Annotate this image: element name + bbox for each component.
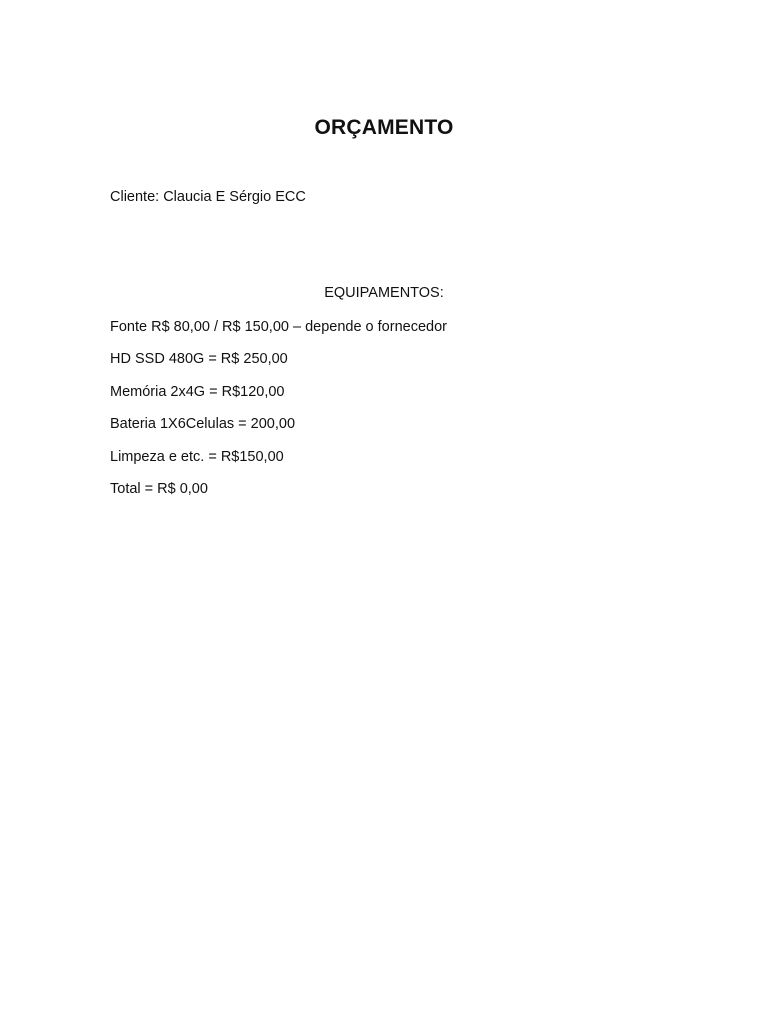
client-line: Cliente: Claucia E Sérgio ECC: [110, 189, 306, 205]
document-title: ORÇAMENTO: [314, 116, 454, 139]
list-item-limpeza: Limpeza e etc. = R$150,00: [110, 448, 284, 465]
list-item-fonte: Fonte R$ 80,00 / R$ 150,00 – depende o fornecedor: [110, 319, 447, 335]
list-item-memoria: Memória 2x4G = R$120,00: [110, 383, 285, 400]
list-item-total: Total = R$ 0,00: [110, 480, 208, 497]
list-item-hd-ssd: HD SSD 480G = R$ 250,00: [110, 351, 288, 368]
section-title-equipamentos: EQUIPAMENTOS:: [324, 285, 444, 301]
list-item-bateria: Bateria 1X6Celulas = 200,00: [110, 416, 296, 433]
item-list: [110, 317, 447, 511]
